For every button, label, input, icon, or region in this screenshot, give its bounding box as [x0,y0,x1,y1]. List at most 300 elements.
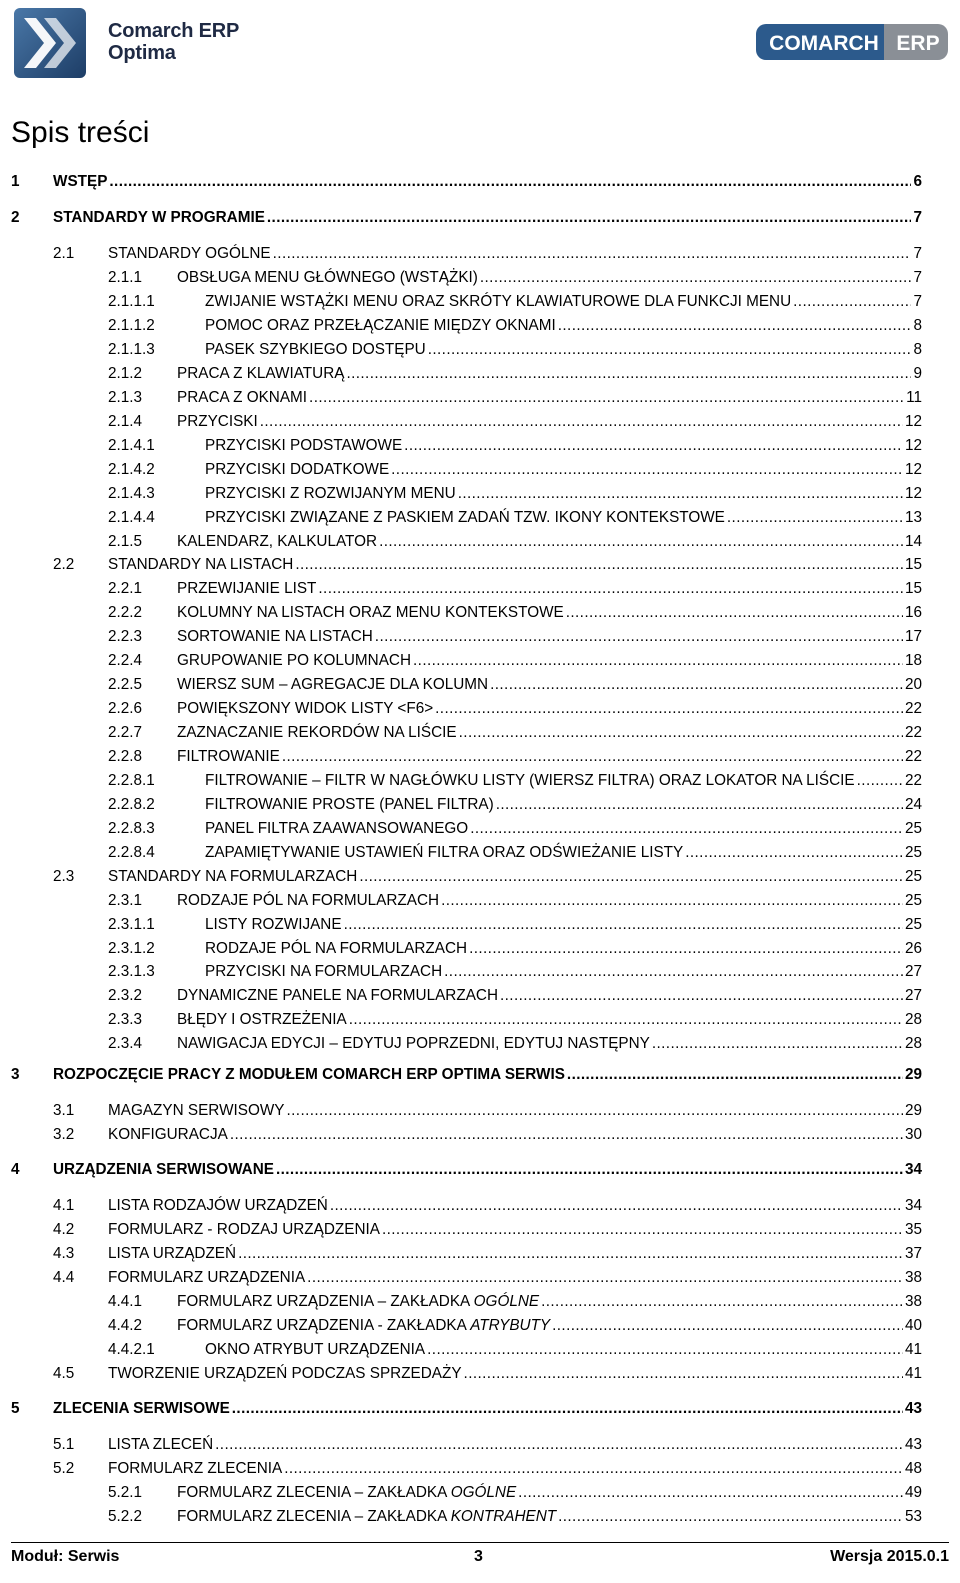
toc-entry-number: 2.2 [53,556,75,573]
toc-dot-leader [413,650,903,672]
toc-entry-label: RODZAJE PÓL NA FORMULARZACH [177,892,440,909]
toc-dot-leader [307,1267,903,1289]
toc-entry-number: 2.2.8.1 [108,772,155,789]
toc-entry[interactable] [53,1267,922,1289]
toc-entry-number: 3 [11,1066,20,1083]
toc-entry-number: 2.2.4 [108,652,143,669]
toc-entry-label: FORMULARZ URZĄDZENIA - ZAKŁADKA [177,1317,471,1334]
toc-entry-number: 2.3 [53,868,75,885]
toc-entry-title [108,1195,330,1217]
toc-entry-number: 2.1.4.3 [108,485,155,502]
toc-dot-leader [267,207,912,229]
toc-dot-leader [558,1506,903,1528]
toc-entry[interactable] [108,315,922,337]
toc-entry-title [177,1482,518,1504]
toc-dot-leader [404,435,903,457]
toc-entry[interactable] [53,1434,922,1456]
toc-entry-label: FORMULARZ URZĄDZENIA [108,1269,306,1286]
toc-entry-line [108,866,922,888]
toc-entry-page: 48 [903,1458,922,1480]
toc-entry[interactable] [108,794,922,816]
toc-entry-page: 49 [903,1482,922,1504]
toc-entry-line [205,1339,922,1361]
toc-entry-label: FILTROWANIE PROSTE (PANEL FILTRA) [205,796,494,813]
toc-entry-page: 25 [903,866,922,888]
toc-entry-title [53,207,267,229]
toc-entry[interactable] [108,1009,922,1031]
toc-entry-number: 2.2.8.4 [108,844,155,861]
toc-entry-label: URZĄDZENIA SERWISOWANE [53,1161,274,1178]
toc-dot-leader [344,914,903,936]
toc-entry-page: 28 [903,1009,922,1031]
toc-entry-label: PRZYCISKI PODSTAWOWE [205,437,403,454]
toc-entry-page: 17 [903,626,922,648]
toc-entry-page: 15 [903,554,922,576]
toc-entry-page: 9 [911,363,922,385]
toc-entry-number: 3.1 [53,1102,75,1119]
toc-entry-number: 2.1.3 [108,389,143,406]
toc-entry-title [177,626,375,648]
toc-entry-line [53,171,922,193]
toc-entry-line [108,1243,922,1265]
toc-entry-title [205,794,496,816]
toc-entry[interactable] [11,207,922,229]
toc-entry[interactable] [53,1100,922,1122]
toc-entry-title [177,1506,558,1528]
toc-dot-leader [793,291,911,313]
toc-entry[interactable] [108,770,922,792]
toc-dot-leader [567,1064,903,1086]
toc-entry-title [108,1363,464,1385]
toc-entry-title [205,315,558,337]
toc-entry-label: FORMULARZ ZLECENIA – ZAKŁADKA [177,1508,451,1525]
toc-entry-title [177,1033,652,1055]
toc-entry-line [177,1506,922,1528]
toc-entry[interactable] [108,746,922,768]
toc-entry-title [108,1219,382,1241]
toc-entry[interactable] [53,866,922,888]
toc-entry-number: 1 [11,173,20,190]
page-header [0,0,960,90]
toc-entry-title [205,507,727,529]
toc-entry-number: 2.3.1.3 [108,963,155,980]
toc-entry-label: OBSŁUGA MENU GŁÓWNEGO (WSTĄŻKI) [177,269,478,286]
toc-entry-number: 2.1.1.3 [108,341,155,358]
toc-dot-leader [330,1195,903,1217]
footer-module: Moduł: Serwis [11,1548,120,1565]
toc-entry[interactable] [108,722,922,744]
toc-entry-label: GRUPOWANIE PO KOLUMNACH [177,652,412,669]
toc-entry-page: 41 [903,1363,922,1385]
toc-entry-title [108,1243,238,1265]
toc-entry[interactable] [108,435,922,457]
toc-entry-page: 43 [903,1398,922,1420]
toc-entry-line [205,914,922,936]
toc-dot-leader [379,531,903,553]
toc-entry[interactable] [53,1458,922,1480]
toc-dot-leader [444,961,903,983]
toc-entry-page: 14 [903,531,922,553]
toc-entry[interactable] [53,1363,922,1385]
toc-dot-leader [284,1458,903,1480]
toc-entry-page: 6 [911,171,922,193]
toc-entry-label: PRZYCISKI [177,413,258,430]
toc-dot-leader [685,842,903,864]
toc-entry-line [205,961,922,983]
toc-entry-label: PRZYCISKI ZWIĄZANE Z PASKIEM ZADAŃ TZW. IKONY KONTEKSTOWE [205,509,725,526]
toc-entry-line [108,1458,922,1480]
toc-dot-leader [382,1219,903,1241]
toc-entry-number: 2 [11,209,20,226]
toc-entry-page: 12 [903,411,922,433]
toc-entry-number: 2.1.5 [108,533,143,550]
toc-entry-number: 2.2.3 [108,628,143,645]
toc-entry-page: 27 [903,961,922,983]
toc-dot-leader [230,1124,903,1146]
toc-dot-leader [238,1243,903,1265]
toc-entry-line [205,291,922,313]
toc-entry-page: 30 [903,1124,922,1146]
toc-entry-label: KONFIGURACJA [108,1126,228,1143]
toc-entry[interactable] [108,387,922,409]
toc-entry-title [177,674,490,696]
toc-entry-line [177,387,922,409]
toc-entry[interactable] [108,674,922,696]
toc-entry-title [53,1159,276,1181]
toc-entry-title [177,650,413,672]
toc-entry[interactable] [108,483,922,505]
toc-entry-title [108,1458,284,1480]
toc-entry-line [205,315,922,337]
toc-entry-number: 2.2.5 [108,676,143,693]
toc-dot-leader [470,818,903,840]
toc-entry-number: 5.2.2 [108,1508,143,1525]
toc-entry-label: ZAPAMIĘTYWANIE USTAWIEŃ FILTRA ORAZ ODŚWIEŻANIE LISTY [205,844,684,861]
toc-entry-line [205,507,922,529]
toc-entry[interactable] [108,1506,922,1528]
toc-dot-leader [500,985,903,1007]
toc-dot-leader [496,794,903,816]
toc-entry[interactable] [53,243,922,265]
toc-dot-leader [727,507,903,529]
toc-entry-label: RODZAJE PÓL NA FORMULARZACH [205,940,468,957]
toc-entry-label: STANDARDY NA FORMULARZACH [108,868,358,885]
toc-dot-leader [282,746,903,768]
toc-entry[interactable] [53,1219,922,1241]
toc-entry-page: 8 [911,339,922,361]
toc-entry-label: ZLECENIA SERWISOWE [53,1400,230,1417]
toc-entry[interactable] [108,961,922,983]
toc-entry[interactable] [108,267,922,289]
toc-dot-leader [346,363,911,385]
toc-entry-number: 2.3.4 [108,1035,143,1052]
toc-entry[interactable] [11,1064,922,1086]
toc-entry-line [108,243,922,265]
toc-entry-number: 4.4 [53,1269,75,1286]
toc-entry-page: 20 [903,674,922,696]
toc-entry-number: 2.2.8.2 [108,796,155,813]
toc-entry-line [177,363,922,385]
toc-dot-leader [857,770,903,792]
toc-entry-page: 29 [903,1064,922,1086]
toc-entry[interactable] [108,578,922,600]
toc-entry[interactable] [108,914,922,936]
toc-dot-leader [309,387,904,409]
toc-dot-leader [566,602,903,624]
toc-entry[interactable] [108,938,922,960]
toc-entry-number: 2.1.4.2 [108,461,155,478]
toc-entry-label: LISTA URZĄDZEŃ [108,1245,237,1262]
toc-dot-leader [469,938,903,960]
toc-entry-line [177,890,922,912]
toc-entry-line [53,1159,922,1181]
toc-entry-title [108,1124,230,1146]
toc-entry-label: PASEK SZYBKIEGO DOSTĘPU [205,341,426,358]
toc-entry-page: 15 [903,578,922,600]
toc-entry-number: 2.1.2 [108,365,143,382]
toc-entry-label: PRZEWIJANIE LIST [177,580,317,597]
toc-entry[interactable] [108,1291,922,1313]
toc-entry-line [177,1315,922,1337]
toc-entry-page: 25 [903,914,922,936]
toc-entry-title [53,1398,232,1420]
toc-entry-page: 25 [903,890,922,912]
toc-dot-leader [427,1339,903,1361]
toc-dot-leader [480,267,912,289]
toc-entry[interactable] [108,1339,922,1361]
toc-entry-label: STANDARDY W PROGRAMIE [53,209,265,226]
toc-dot-leader [215,1434,903,1456]
toc-entry-title [177,602,566,624]
toc-entry-line [53,207,922,229]
toc-entry-line [177,267,922,289]
toc-dot-leader [109,171,911,193]
toc-entry-title [205,1339,427,1361]
toc-entry-title [177,698,435,720]
toc-dot-leader [273,243,912,265]
toc-entry[interactable] [53,1195,922,1217]
toc-entry-label: PRZYCISKI NA FORMULARZACH [205,963,443,980]
toc-entry-number: 2.1.4 [108,413,143,430]
toc-entry-number: 2.3.1 [108,892,143,909]
toc-entry-page: 38 [903,1291,922,1313]
toc-entry-number: 4.3 [53,1245,75,1262]
toc-dot-leader [260,411,903,433]
toc-entry-page: 37 [903,1243,922,1265]
toc-entry-number: 2.3.1.1 [108,916,155,933]
comarch-brand-text: COMARCH [769,32,879,55]
toc-entry-title [205,961,444,983]
toc-entry-number: 5 [11,1400,20,1417]
toc-entry-number: 2.2.2 [108,604,143,621]
toc-entry-number: 4.1 [53,1197,75,1214]
toc-entry[interactable] [108,626,922,648]
toc-entry-page: 24 [903,794,922,816]
toc-entry-line [177,698,922,720]
toc-entry-number: 2.1.4.1 [108,437,155,454]
toc-entry-number: 4.5 [53,1365,75,1382]
toc-entry-line [205,483,922,505]
toc-entry[interactable] [53,1124,922,1146]
toc-entry-page: 7 [911,207,922,229]
toc-entry-number: 2.1.1 [108,269,143,286]
toc-entry-page: 7 [911,267,922,289]
toc-entry-page: 27 [903,985,922,1007]
toc-dot-leader [359,866,903,888]
toc-entry-line [177,1033,922,1055]
toc-entry-title [205,914,344,936]
toc-entry[interactable] [108,1315,922,1337]
toc-entry-page: 11 [904,387,922,409]
product-name-line1: Comarch ERP [108,20,240,42]
toc-entry-number: 4 [11,1161,20,1178]
toc-entry-line [108,1363,922,1385]
toc-dot-leader [435,698,903,720]
toc-entry-page: 34 [903,1159,922,1181]
toc-entry-line [177,674,922,696]
toc-entry-label-italic: KONTRAHENT [450,1508,557,1525]
toc-entry-line [108,1267,922,1289]
toc-entry-label: POWIĘKSZONY WIDOK LISTY <F6> [177,700,434,717]
toc-entry-label-italic: OGÓLNE [450,1484,517,1501]
toc-entry-title [53,1064,567,1086]
toc-entry-number: 2.3.3 [108,1011,143,1028]
toc-entry-title [108,1434,215,1456]
toc-dot-leader [428,339,912,361]
toc-entry-number: 4.4.2.1 [108,1341,155,1358]
toc-entry-number: 3.2 [53,1126,75,1143]
toc-entry-title [177,985,500,1007]
toc-entry[interactable] [108,291,922,313]
toc-entry-title [205,770,857,792]
toc-dot-leader [441,890,903,912]
toc-entry[interactable] [11,1159,922,1181]
toc-entry-line [108,1195,922,1217]
toc-entry-title [53,171,109,193]
toc-entry[interactable] [108,339,922,361]
toc-entry-label: NAWIGACJA EDYCJI – EDYTUJ POPRZEDNI, EDYTUJ NASTĘPNY [177,1035,650,1052]
toc-entry-title [177,722,459,744]
toc-entry-label: FORMULARZ ZLECENIA [108,1460,283,1477]
toc-entry-title [205,842,685,864]
toc-entry[interactable] [108,985,922,1007]
toc-entry[interactable] [11,171,922,193]
toc-entry-label: PANEL FILTRA ZAAWANSOWANEGO [205,820,469,837]
toc-entry-page: 22 [903,770,922,792]
toc-entry-number: 5.2 [53,1460,75,1477]
toc-entry-title [205,818,470,840]
toc-dot-leader [552,1315,903,1337]
toc-entry-page: 22 [903,722,922,744]
toc-dot-leader [490,674,903,696]
toc-entry[interactable] [108,507,922,529]
toc-entry-title [108,554,295,576]
toc-entry-line [177,411,922,433]
toc-entry[interactable] [108,698,922,720]
toc-entry-page: 16 [903,602,922,624]
toc-entry-page: 25 [903,818,922,840]
toc-entry-line [177,1482,922,1504]
optima-logo-icon [14,8,86,78]
toc-entry-page: 22 [903,698,922,720]
toc-dot-leader [375,626,903,648]
toc-entry-title [108,1100,287,1122]
page-title: Spis treści [11,116,150,149]
toc-dot-leader [349,1009,903,1031]
toc-entry[interactable] [108,531,922,553]
toc-entry-title [108,866,359,888]
toc-entry-number: 5.1 [53,1436,75,1453]
toc-entry-number: 4.4.2 [108,1317,143,1334]
toc-entry[interactable] [53,1243,922,1265]
toc-entry-title [177,363,346,385]
toc-entry-page: 35 [903,1219,922,1241]
toc-entry-label: TWORZENIE URZĄDZEŃ PODCZAS SPRZEDAŻY [108,1365,462,1382]
toc-entry-line [205,459,922,481]
toc-entry-label: PRACA Z OKNAMI [177,389,308,406]
toc-entry-line [177,722,922,744]
toc-entry-number: 2.2.8 [108,748,143,765]
toc-entry-label: BŁĘDY I OSTRZEŻENIA [177,1011,347,1028]
toc-entry-title [205,483,458,505]
toc-entry-label: ROZPOCZĘCIE PRACY Z MODUŁEM COMARCH ERP OPTIMA SERWIS [53,1066,565,1083]
toc-entry-title [177,387,309,409]
toc-entry-page: 34 [903,1195,922,1217]
toc-entry[interactable] [108,459,922,481]
toc-entry-label: MAGAZYN SERWISOWY [108,1102,285,1119]
toc-entry[interactable] [108,602,922,624]
toc-entry-line [108,1124,922,1146]
toc-entry-title [108,1267,307,1289]
toc-dot-leader [287,1100,903,1122]
toc-entry-number: 2.3.2 [108,987,143,1004]
toc-entry-label: LISTA RODZAJÓW URZĄDZEŃ [108,1197,328,1214]
toc-entry-page: 12 [903,435,922,457]
toc-entry-page: 12 [903,483,922,505]
toc-entry[interactable] [108,842,922,864]
toc-entry-label: PRACA Z KLAWIATURĄ [177,365,345,382]
toc-entry[interactable] [108,1482,922,1504]
toc-entry-line [177,578,922,600]
toc-entry-label: FORMULARZ ZLECENIA – ZAKŁADKA [177,1484,451,1501]
toc-entry[interactable] [108,1033,922,1055]
toc-entry-line [177,626,922,648]
toc-entry-page: 53 [903,1506,922,1528]
toc-entry-label: WIERSZ SUM – AGREGACJE DLA KOLUMN [177,676,489,693]
toc-entry-line [177,650,922,672]
toc-entry-number: 4.2 [53,1221,75,1238]
toc-entry-page: 18 [903,650,922,672]
toc-entry[interactable] [108,363,922,385]
toc-entry-title [177,1291,541,1313]
toc-dot-leader [276,1159,903,1181]
toc-entry[interactable] [108,890,922,912]
toc-entry[interactable] [53,554,922,576]
toc-entry-number: 2.3.1.2 [108,940,155,957]
toc-entry[interactable] [108,650,922,672]
toc-entry-line [53,1064,922,1086]
toc-entry-label: FORMULARZ URZĄDZENIA – ZAKŁADKA [177,1293,474,1310]
toc-dot-leader [652,1033,903,1055]
toc-entry[interactable] [108,411,922,433]
toc-entry[interactable] [108,818,922,840]
toc-entry-page: 13 [903,507,922,529]
toc-entry[interactable] [11,1398,922,1420]
footer-page-number: 3 [474,1548,483,1565]
toc-entry-label: PRZYCISKI Z ROZWIJANYM MENU [205,485,456,502]
toc-entry-label-italic: ATRYBUTY [470,1317,551,1334]
toc-entry-label: SORTOWANIE NA LISTACH [177,628,373,645]
